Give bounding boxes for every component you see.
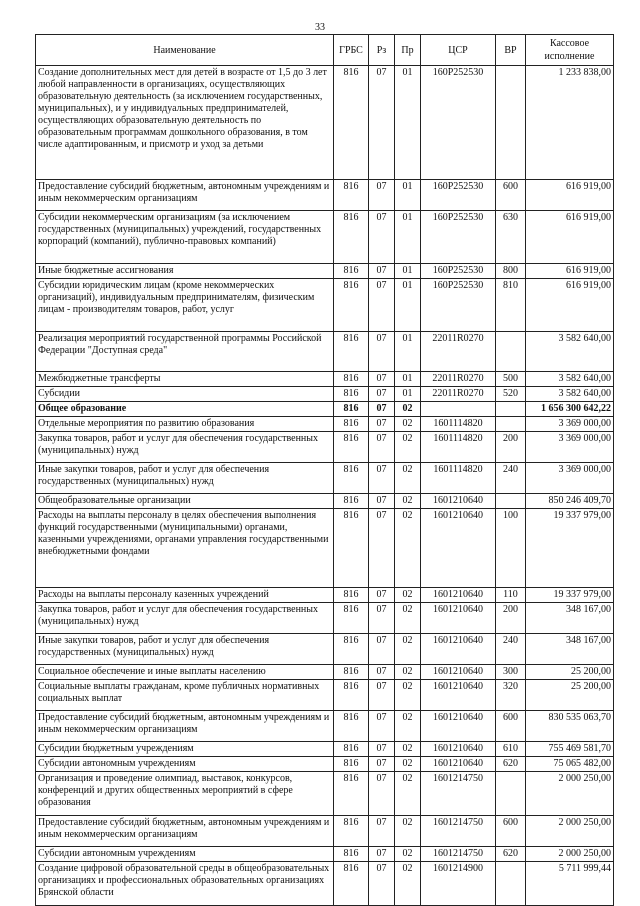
row-rz: 07	[369, 332, 395, 372]
row-csr: 1601210640	[421, 588, 496, 603]
row-csr: 1601114820	[421, 417, 496, 432]
table-row	[36, 387, 614, 402]
header-amount: Кассовое исполнение	[526, 35, 614, 66]
row-vr: 320	[496, 680, 526, 711]
row-grbs: 816	[334, 417, 369, 432]
row-name: Реализация мероприятий государственной программы Российской Федерации "Доступная среда"	[36, 332, 334, 372]
row-vr: 810	[496, 279, 526, 332]
row-vr: 610	[496, 742, 526, 757]
row-grbs: 816	[334, 402, 369, 417]
header-rz: Рз	[369, 35, 395, 66]
row-name: Межбюджетные трансферты	[36, 372, 334, 387]
row-amount: 2 000 250,00	[526, 847, 614, 862]
row-grbs: 816	[334, 847, 369, 862]
row-pr: 01	[395, 264, 421, 279]
row-csr: 1601210640	[421, 634, 496, 665]
row-grbs: 816	[334, 588, 369, 603]
row-grbs: 816	[334, 387, 369, 402]
row-name: Субсидии некоммерческим организациям (за исключением государственных (муниципальных) учреждений, государственных корпораций (компаний), публично-правовых компаний)	[36, 211, 334, 264]
row-name: Иные бюджетные ассигнования	[36, 264, 334, 279]
row-name: Предоставление субсидий бюджетным, автономным учреждениям и иным некоммерческим организациям	[36, 816, 334, 847]
row-pr: 02	[395, 862, 421, 906]
row-amount: 19 337 979,00	[526, 509, 614, 588]
row-vr	[496, 66, 526, 180]
row-amount: 348 167,00	[526, 634, 614, 665]
table-row	[36, 66, 614, 180]
table-row	[36, 816, 614, 847]
row-vr: 800	[496, 264, 526, 279]
table-body	[36, 66, 614, 906]
row-csr: 160P252530	[421, 279, 496, 332]
row-csr: 1601210640	[421, 757, 496, 772]
row-amount: 616 919,00	[526, 211, 614, 264]
row-csr	[421, 402, 496, 417]
table-row	[36, 180, 614, 211]
row-csr: 22011R0270	[421, 332, 496, 372]
row-rz: 07	[369, 417, 395, 432]
row-grbs: 816	[334, 772, 369, 816]
row-grbs: 816	[334, 432, 369, 463]
row-csr: 1601210640	[421, 509, 496, 588]
row-csr: 1601214900	[421, 862, 496, 906]
table-row	[36, 862, 614, 906]
table-row	[36, 711, 614, 742]
row-pr: 01	[395, 180, 421, 211]
table-row	[36, 742, 614, 757]
row-amount: 25 200,00	[526, 680, 614, 711]
row-csr: 1601214750	[421, 847, 496, 862]
row-rz: 07	[369, 372, 395, 387]
row-grbs: 816	[334, 279, 369, 332]
row-amount: 616 919,00	[526, 264, 614, 279]
row-name: Общее образование	[36, 402, 334, 417]
row-name: Закупка товаров, работ и услуг для обеспечения государственных (муниципальных) нужд	[36, 432, 334, 463]
row-csr: 1601210640	[421, 665, 496, 680]
row-rz: 07	[369, 665, 395, 680]
table-row	[36, 463, 614, 494]
row-rz: 07	[369, 494, 395, 509]
row-amount: 1 233 838,00	[526, 66, 614, 180]
row-vr	[496, 862, 526, 906]
row-amount: 2 000 250,00	[526, 816, 614, 847]
row-rz: 07	[369, 772, 395, 816]
row-vr: 500	[496, 372, 526, 387]
row-grbs: 816	[334, 180, 369, 211]
row-pr: 01	[395, 279, 421, 332]
row-csr: 1601210640	[421, 680, 496, 711]
row-name: Иные закупки товаров, работ и услуг для обеспечения государственных (муниципальных) нужд	[36, 634, 334, 665]
table-row	[36, 665, 614, 680]
row-vr	[496, 332, 526, 372]
row-rz: 07	[369, 279, 395, 332]
row-csr: 1601114820	[421, 463, 496, 494]
row-name: Субсидии бюджетным учреждениям	[36, 742, 334, 757]
row-pr: 02	[395, 816, 421, 847]
table-row	[36, 603, 614, 634]
table-row	[36, 264, 614, 279]
table-row	[36, 772, 614, 816]
row-name: Общеобразовательные организации	[36, 494, 334, 509]
row-amount: 3 369 000,00	[526, 432, 614, 463]
row-pr: 01	[395, 332, 421, 372]
row-rz: 07	[369, 264, 395, 279]
row-vr	[496, 402, 526, 417]
row-grbs: 816	[334, 372, 369, 387]
table-row	[36, 680, 614, 711]
row-pr: 01	[395, 387, 421, 402]
row-vr: 100	[496, 509, 526, 588]
header-vr: ВР	[496, 35, 526, 66]
row-name: Расходы на выплаты персоналу казенных учреждений	[36, 588, 334, 603]
row-rz: 07	[369, 66, 395, 180]
row-amount: 3 369 000,00	[526, 417, 614, 432]
row-vr: 600	[496, 180, 526, 211]
row-pr: 02	[395, 711, 421, 742]
table-row	[36, 211, 614, 264]
row-csr: 1601210640	[421, 603, 496, 634]
row-amount: 3 582 640,00	[526, 332, 614, 372]
table-row	[36, 757, 614, 772]
row-pr: 02	[395, 463, 421, 494]
table-row	[36, 847, 614, 862]
row-vr: 600	[496, 816, 526, 847]
row-amount: 19 337 979,00	[526, 588, 614, 603]
table-row	[36, 279, 614, 332]
row-csr: 160P252530	[421, 66, 496, 180]
row-rz: 07	[369, 402, 395, 417]
row-amount: 348 167,00	[526, 603, 614, 634]
row-amount: 850 246 409,70	[526, 494, 614, 509]
row-amount: 3 582 640,00	[526, 372, 614, 387]
table-header-row	[36, 35, 614, 66]
row-grbs: 816	[334, 66, 369, 180]
row-amount: 1 656 300 642,22	[526, 402, 614, 417]
row-vr	[496, 494, 526, 509]
row-amount: 616 919,00	[526, 279, 614, 332]
row-name: Субсидии	[36, 387, 334, 402]
row-vr: 200	[496, 432, 526, 463]
row-csr: 1601210640	[421, 711, 496, 742]
row-name: Социальные выплаты гражданам, кроме публичных нормативных социальных выплат	[36, 680, 334, 711]
row-name: Создание цифровой образовательной среды в общеобразовательных организациях и профессиональных образовательных организациях Брянской области	[36, 862, 334, 906]
row-pr: 02	[395, 509, 421, 588]
row-vr: 520	[496, 387, 526, 402]
row-amount: 3 582 640,00	[526, 387, 614, 402]
row-grbs: 816	[334, 862, 369, 906]
table-row	[36, 372, 614, 387]
row-pr: 02	[395, 402, 421, 417]
row-amount: 755 469 581,70	[526, 742, 614, 757]
row-grbs: 816	[334, 665, 369, 680]
row-pr: 02	[395, 588, 421, 603]
table-row	[36, 588, 614, 603]
row-rz: 07	[369, 680, 395, 711]
row-grbs: 816	[334, 742, 369, 757]
row-rz: 07	[369, 742, 395, 757]
row-amount: 2 000 250,00	[526, 772, 614, 816]
table-row	[36, 402, 614, 417]
row-pr: 01	[395, 211, 421, 264]
row-pr: 02	[395, 772, 421, 816]
row-csr: 160P252530	[421, 264, 496, 279]
row-rz: 07	[369, 180, 395, 211]
row-rz: 07	[369, 211, 395, 264]
row-pr: 01	[395, 66, 421, 180]
table-row	[36, 332, 614, 372]
row-pr: 02	[395, 847, 421, 862]
row-rz: 07	[369, 588, 395, 603]
row-rz: 07	[369, 711, 395, 742]
row-csr: 1601214750	[421, 816, 496, 847]
row-vr: 200	[496, 603, 526, 634]
table-row	[36, 509, 614, 588]
row-grbs: 816	[334, 816, 369, 847]
row-rz: 07	[369, 432, 395, 463]
row-csr: 160P252530	[421, 211, 496, 264]
row-vr: 620	[496, 757, 526, 772]
row-rz: 07	[369, 634, 395, 665]
row-name: Социальное обеспечение и иные выплаты населению	[36, 665, 334, 680]
row-vr: 240	[496, 634, 526, 665]
row-rz: 07	[369, 862, 395, 906]
row-grbs: 816	[334, 463, 369, 494]
row-name: Субсидии юридическим лицам (кроме некоммерческих организаций), индивидуальным предпринимателям, физическим лицам - производителям товаров, работ, услуг	[36, 279, 334, 332]
row-csr: 22011R0270	[421, 372, 496, 387]
row-grbs: 816	[334, 603, 369, 634]
row-vr: 620	[496, 847, 526, 862]
row-rz: 07	[369, 509, 395, 588]
row-vr: 630	[496, 211, 526, 264]
table-row	[36, 417, 614, 432]
header-csr: ЦСР	[421, 35, 496, 66]
row-pr: 02	[395, 757, 421, 772]
row-rz: 07	[369, 757, 395, 772]
row-rz: 07	[369, 816, 395, 847]
row-pr: 01	[395, 372, 421, 387]
row-vr: 110	[496, 588, 526, 603]
table-row	[36, 494, 614, 509]
row-pr: 02	[395, 634, 421, 665]
row-grbs: 816	[334, 757, 369, 772]
row-pr: 02	[395, 680, 421, 711]
row-name: Создание дополнительных мест для детей в возрасте от 1,5 до 3 лет любой направленности в организациях, осуществляющих образовательную деятельность (за исключением государственных, муниципальных), и у индивидуальных предпринимателей, осуществляющих образовательную деятельность по образовательным программам дошкольного образования, в том числе адаптированным, и присмотр и уход за детьми	[36, 66, 334, 180]
row-vr	[496, 417, 526, 432]
row-rz: 07	[369, 847, 395, 862]
row-pr: 02	[395, 603, 421, 634]
header-grbs: ГРБС	[334, 35, 369, 66]
row-name: Закупка товаров, работ и услуг для обеспечения государственных (муниципальных) нужд	[36, 603, 334, 634]
row-csr: 1601214750	[421, 772, 496, 816]
row-name: Предоставление субсидий бюджетным, автономным учреждениям и иным некоммерческим организациям	[36, 711, 334, 742]
row-csr: 1601210640	[421, 742, 496, 757]
row-csr: 160P252530	[421, 180, 496, 211]
header-name: Наименование	[36, 35, 334, 66]
row-grbs: 816	[334, 711, 369, 742]
row-pr: 02	[395, 417, 421, 432]
row-csr: 1601210640	[421, 494, 496, 509]
row-amount: 830 535 063,70	[526, 711, 614, 742]
budget-execution-table	[35, 34, 614, 906]
row-csr: 22011R0270	[421, 387, 496, 402]
row-pr: 02	[395, 742, 421, 757]
table-row	[36, 432, 614, 463]
row-amount: 25 200,00	[526, 665, 614, 680]
row-rz: 07	[369, 463, 395, 494]
row-grbs: 816	[334, 634, 369, 665]
row-amount: 75 065 482,00	[526, 757, 614, 772]
row-name: Организация и проведение олимпиад, выставок, конкурсов, конференций и других общественных мероприятий в сфере образования	[36, 772, 334, 816]
row-grbs: 816	[334, 211, 369, 264]
row-pr: 02	[395, 432, 421, 463]
row-csr: 1601114820	[421, 432, 496, 463]
row-name: Отдельные мероприятия по развитию образования	[36, 417, 334, 432]
row-amount: 3 369 000,00	[526, 463, 614, 494]
row-name: Предоставление субсидий бюджетным, автономным учреждениям и иным некоммерческим организациям	[36, 180, 334, 211]
row-grbs: 816	[334, 680, 369, 711]
header-pr: Пр	[395, 35, 421, 66]
row-vr: 240	[496, 463, 526, 494]
row-vr: 600	[496, 711, 526, 742]
page-number: 33	[315, 22, 325, 33]
row-rz: 07	[369, 603, 395, 634]
row-rz: 07	[369, 387, 395, 402]
row-pr: 02	[395, 665, 421, 680]
row-grbs: 816	[334, 332, 369, 372]
row-name: Расходы на выплаты персоналу в целях обеспечения выполнения функций государственными (муниципальными) органами, казенными учреждениями, органами управления государственными внебюджетными фондами	[36, 509, 334, 588]
row-grbs: 816	[334, 264, 369, 279]
row-vr	[496, 772, 526, 816]
row-pr: 02	[395, 494, 421, 509]
row-vr: 300	[496, 665, 526, 680]
row-name: Иные закупки товаров, работ и услуг для обеспечения государственных (муниципальных) нужд	[36, 463, 334, 494]
row-grbs: 816	[334, 494, 369, 509]
row-grbs: 816	[334, 509, 369, 588]
table-row	[36, 634, 614, 665]
row-name: Субсидии автономным учреждениям	[36, 757, 334, 772]
row-amount: 5 711 999,44	[526, 862, 614, 906]
row-name: Субсидии автономным учреждениям	[36, 847, 334, 862]
row-amount: 616 919,00	[526, 180, 614, 211]
